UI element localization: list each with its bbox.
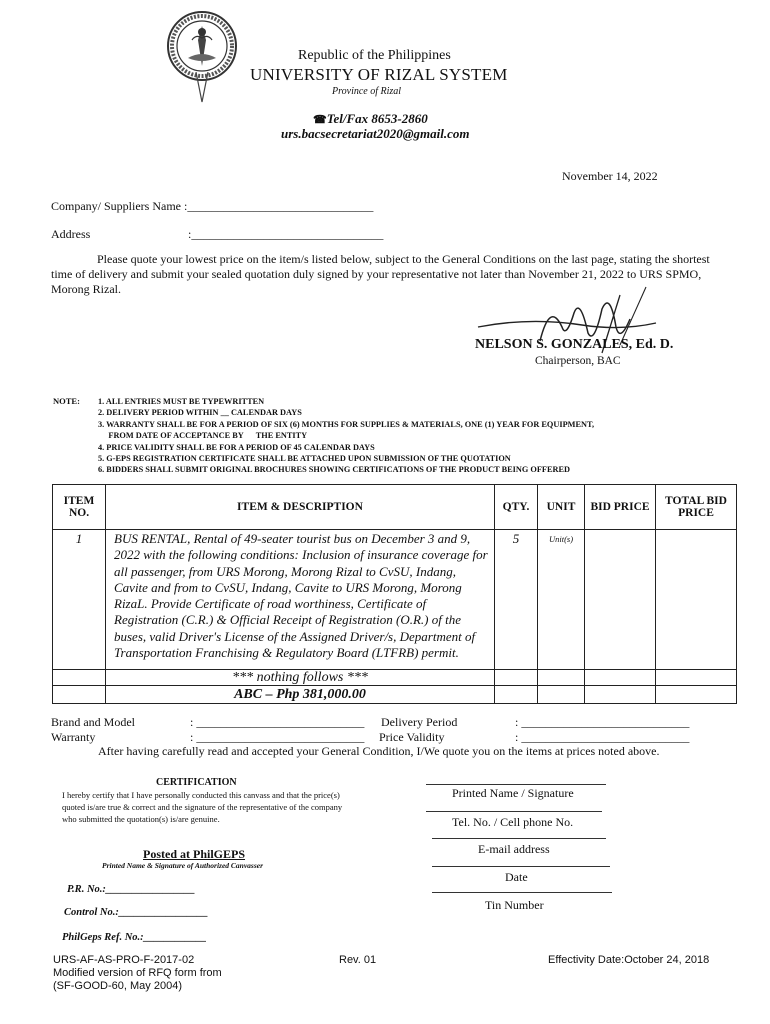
empty-cell (53, 686, 106, 704)
note-label: NOTE: (53, 396, 80, 406)
warranty-field: : ____________________________ (190, 730, 365, 744)
address-field: :________________________________ (188, 227, 384, 241)
note-item: 6. BIDDERS SHALL SUBMIT ORIGINAL BROCHURES SHOWING CERTIFICATIONS OF THE PRODUCT BEING OFFERED (98, 465, 571, 475)
form-code: URS-AF-AS-PRO-F-2017-02 (53, 954, 195, 966)
price-validity-field: : ____________________________ (515, 730, 690, 744)
revision-number: Rev. 01 (339, 954, 377, 966)
header-unit: UNIT (538, 485, 585, 530)
footer-form-code (53, 954, 222, 993)
email-address: urs.bacsecretariat2020@gmail.com (281, 126, 470, 141)
header-qty: QTY. (495, 485, 538, 530)
telfax-line (313, 111, 428, 127)
abc-row (53, 686, 737, 704)
notes-list (98, 396, 738, 476)
header-total-bid-price: TOTAL BID PRICE (656, 485, 737, 530)
signatory-name: NELSON S. GONZALES, Ed. D. (475, 337, 674, 352)
certification-title: CERTIFICATION (156, 777, 237, 788)
telfax-text: Tel/Fax 8653-2860 (326, 111, 428, 126)
empty-cell (585, 670, 656, 686)
university-seal-logo (166, 10, 238, 108)
bid-price-cell (585, 530, 656, 670)
province-text: Province of Rizal (332, 86, 402, 97)
brand-model-label: Brand and Model (51, 715, 135, 729)
note-item: 2. DELIVERY PERIOD WITHIN __ CALENDAR DAYS (98, 408, 302, 418)
empty-cell (53, 670, 106, 686)
phone-icon: ☎ (313, 114, 327, 126)
printed-name-label: Printed Name / Signature (452, 786, 574, 800)
phone-line (426, 811, 602, 812)
tin-label: Tin Number (485, 898, 544, 912)
note-item: 1. ALL ENTRIES MUST BE TYPEWRITTEN (98, 397, 265, 406)
control-number-field: Control No.:_________________ (64, 907, 209, 918)
address-label: Address (51, 227, 91, 241)
modified-note: Modified version of RFQ form from (53, 967, 222, 979)
nothing-follows-text: *** nothing follows *** (106, 670, 495, 686)
canvasser-caption: Printed Name & Signature of Authorized Canvasser (102, 861, 263, 870)
empty-cell (538, 686, 585, 704)
item-description-cell: BUS RENTAL, Rental of 49-seater tourist bus on December 3 and 9, 2022 with the following conditions: Inclusion of insurance coverage for all passenger, from URS Morong, Morong Rizal to CvSU, Indang, Cavite and from to CvSU, Indang, Cavite to URS Morong, Morong RizaL. Provide Certificate of road worthiness, Certificate of Registration (C.R.) & Official Receipt of Registration (O.R.) of the buses, valid Driver's License of the Assigned Driver/s, Department of Transportation Franchising & Regulatory Board (LTFRB) permit. (106, 530, 495, 670)
empty-cell (495, 670, 538, 686)
source-form: (SF-GOOD-60, May 2004) (53, 980, 182, 992)
brand-model-field: : ____________________________ (190, 715, 365, 729)
effectivity-date: Effectivity Date:October 24, 2018 (548, 954, 710, 966)
note-item: 5. G-EPS REGISTRATION CERTIFICATE SHALL BE ATTACHED UPON SUBMISSION OF THE QUOTATION (98, 454, 511, 464)
header-bid-price: BID PRICE (585, 485, 656, 530)
date-label: Date (505, 870, 528, 884)
delivery-period-label: Delivery Period (381, 715, 458, 729)
email-label: E-mail address (478, 842, 550, 856)
empty-cell (538, 670, 585, 686)
tin-line (432, 892, 612, 893)
header-description: ITEM & DESCRIPTION (106, 485, 495, 530)
table-row (53, 530, 737, 670)
item-number-cell: 1 (53, 530, 106, 670)
pr-number-field: P.R. No.:_________________ (67, 884, 196, 895)
document-date: November 14, 2022 (562, 169, 658, 183)
university-name: UNIVERSITY OF RIZAL SYSTEM (250, 65, 508, 84)
note-item: 3. WARRANTY SHALL BE FOR A PERIOD OF SIX (6) MONTHS FOR SUPPLIES & MATERIALS, ONE (1) YEAR FOR EQUIPMENT, (98, 419, 595, 429)
instruction-paragraph: Please quote your lowest price on the item/s listed below, subject to the General Conditions on the last page, stating the shortest time of delivery and submit your sealed quotation duly signed by your representative not later than November 21, 2022 to URS SPMO, Morong Rizal. (51, 252, 710, 296)
nothing-follows-row (53, 670, 737, 686)
philgeps-ref-field: PhilGeps Ref. No.:____________ (62, 932, 207, 943)
quantity-cell: 5 (495, 530, 538, 670)
date-line (432, 866, 610, 867)
signatory-title: Chairperson, BAC (535, 355, 621, 367)
abc-amount: ABC – Php 381,000.00 (106, 686, 495, 704)
posted-philgeps: Posted at PhilGEPS (143, 847, 246, 861)
note-item: 4. PRICE VALIDITY SHALL BE FOR A PERIOD OF 45 CALENDAR DAYS (98, 442, 375, 452)
warranty-label: Warranty (51, 730, 96, 744)
price-validity-label: Price Validity (379, 730, 445, 744)
phone-label: Tel. No. / Cell phone No. (452, 815, 574, 829)
total-bid-price-cell (656, 530, 737, 670)
empty-cell (656, 670, 737, 686)
email-line (432, 838, 606, 839)
header-item-no: ITEM NO. (53, 485, 106, 530)
items-table (52, 484, 737, 704)
empty-cell (656, 686, 737, 704)
company-supplier-field: Company/ Suppliers Name :_______________________________ (51, 199, 374, 213)
delivery-period-field: : ____________________________ (515, 715, 690, 729)
signature-line (426, 784, 606, 785)
table-header-row (53, 485, 737, 530)
unit-cell: Unit(s) (538, 530, 585, 670)
certification-text: I hereby certify that I have personally conducted this canvass and that the price(s) quoted is/are true & correct and the signature of the representative of the company who submitted the quotation(s) is/are genuine. (62, 790, 343, 824)
empty-cell (585, 686, 656, 704)
acceptance-statement: After having carefully read and accepted your General Condition, I/We quote you on the items at prices noted above. (98, 744, 660, 758)
note-item: FROM DATE OF ACCEPTANCE BY THE ENTITY (98, 431, 308, 441)
republic-text: Republic of the Philippines (298, 48, 451, 63)
empty-cell (495, 686, 538, 704)
